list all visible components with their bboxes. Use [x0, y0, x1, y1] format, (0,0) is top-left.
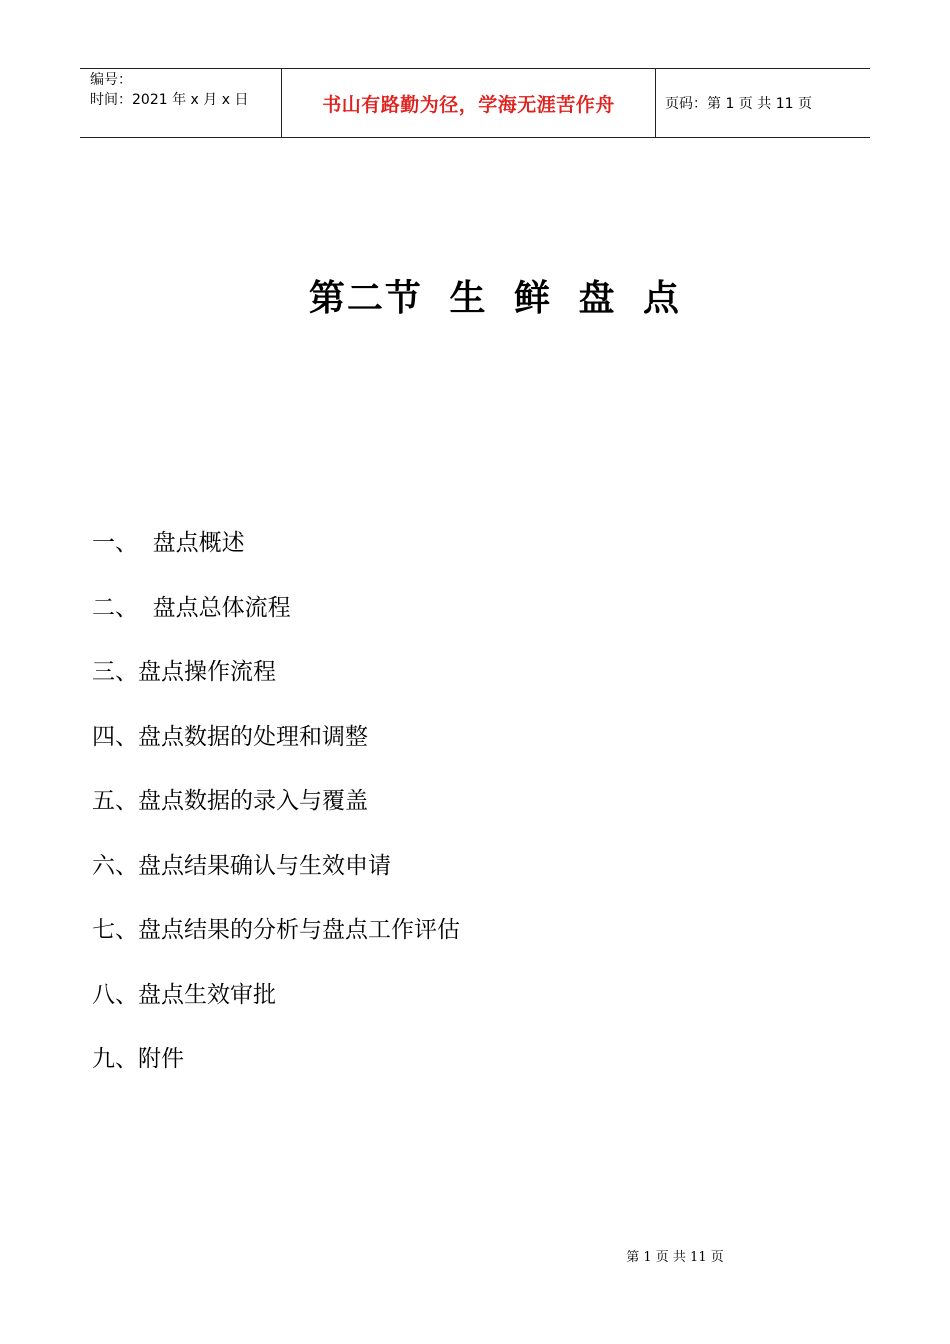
page-footer: 第 1 页 共 11 页	[626, 1250, 724, 1265]
toc-item: 七、盘点结果的分析与盘点工作评估	[92, 917, 460, 943]
toc-item: 九、附件	[92, 1046, 184, 1072]
document-title: 第二节 生 鲜 盘 点	[308, 278, 682, 319]
document-date: 时间：2021 年 x 月 x 日	[90, 92, 249, 108]
header-meta-cell	[80, 69, 282, 137]
header-motto-cell	[282, 69, 656, 137]
header-motto: 书山有路勤为径，学海无涯苦作舟	[322, 93, 615, 116]
toc-item: 二、 盘点总体流程	[92, 594, 291, 621]
toc-item: 六、盘点结果确认与生效申请	[92, 852, 391, 879]
toc-item: 三、盘点操作流程	[92, 659, 276, 685]
header-page-cell	[656, 69, 870, 137]
toc-item: 八、盘点生效审批	[92, 981, 276, 1008]
toc-item: 五、盘点数据的录入与覆盖	[92, 788, 368, 814]
table-of-contents	[92, 524, 460, 1105]
header-page-code: 页码：第 1 页 共 11 页	[665, 96, 812, 112]
page-header	[80, 68, 870, 138]
toc-item: 四、盘点数据的处理和调整	[92, 723, 368, 750]
document-number-label: 编号：	[90, 72, 132, 88]
toc-item: 一、 盘点概述	[92, 530, 245, 556]
